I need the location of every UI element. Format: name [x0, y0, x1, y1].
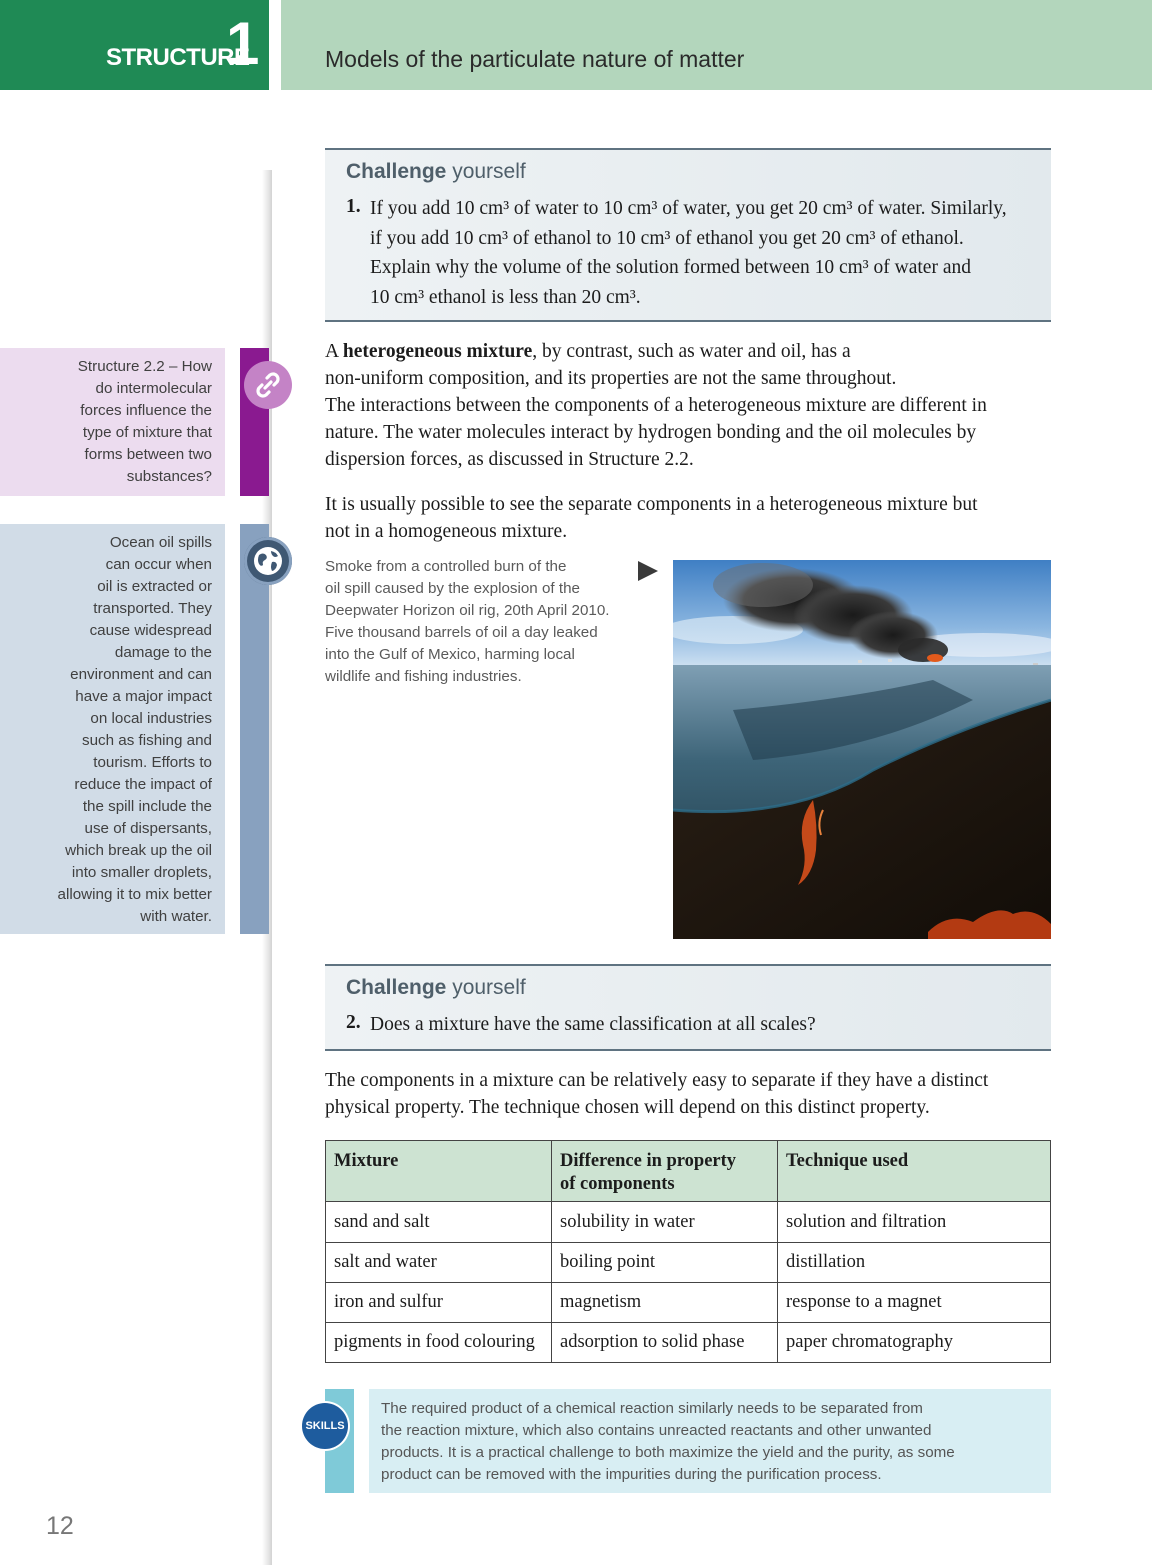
table-cell: magnetism — [552, 1283, 778, 1323]
chapter-title-bar — [281, 0, 1152, 90]
table-cell: sand and salt — [326, 1202, 552, 1243]
challenge-box-2 — [325, 964, 1051, 1051]
table-row — [326, 1323, 1051, 1363]
body-paragraph: The components in a mixture can be relatively easy to separate if they have a distinct physical property. The technique chosen will depend on this distinct property. — [325, 1070, 989, 1118]
table-header-row — [326, 1141, 1051, 1202]
figure-caption: Smoke from a controlled burn of the oil spill caused by the explosion of the Deepwater Horizon oil rig, 20th April 2010. Five thousand barrels of oil a day leaked into the Gulf of Mexico, harming local wildlife and fishing industries. — [325, 558, 610, 685]
table-cell: solution and filtration — [778, 1202, 1051, 1243]
body-paragraph: A heterogeneous mixture, by contrast, such as water and oil, has a non-uniform composition, and its properties are not the same throughout. The interactions between the components of a heterogeneous mixture are different in nature. The water molecules interact by hydrogen bonding and the oil molecules by dispersion forces, as discussed in Structure 2.2. — [325, 341, 987, 470]
separation-techniques-table — [325, 1140, 1051, 1363]
table-cell: adsorption to solid phase — [552, 1323, 778, 1363]
table-cell: response to a magnet — [778, 1283, 1051, 1323]
column-header: Technique used — [778, 1141, 1051, 1202]
body-paragraph: It is usually possible to see the separate components in a heterogeneous mixture but not in a homogeneous mixture. — [325, 494, 978, 542]
section-number: 1 — [226, 10, 260, 77]
challenge-title: Challenge yourself — [346, 160, 526, 183]
side-note-link-text: Structure 2.2 – How do intermolecular forces influence the type of mixture that forms between two substances? — [77, 358, 212, 485]
table-cell: salt and water — [326, 1243, 552, 1283]
question-number: 2. — [346, 1012, 361, 1033]
page-number: 12 — [46, 1512, 74, 1540]
table-row — [326, 1202, 1051, 1243]
table-cell: boiling point — [552, 1243, 778, 1283]
question-text: Does a mixture have the same classification at all scales? — [370, 1014, 816, 1035]
oil-spill-photo — [673, 560, 1051, 939]
column-header: Mixture — [326, 1141, 552, 1202]
table-row — [326, 1283, 1051, 1323]
table-row — [326, 1243, 1051, 1283]
table-cell: paper chromatography — [778, 1323, 1051, 1363]
challenge-title: Challenge yourself — [346, 976, 526, 999]
skills-text: The required product of a chemical reaction similarly needs to be separated from the reaction mixture, which also contains unreacted reactants and other unwanted products. It is a practical challenge to both maximize the yield and the purity, as some product can be removed with the impurities during the purification process. — [381, 1400, 955, 1483]
question-number: 1. — [346, 196, 361, 217]
section-header-tab — [0, 0, 269, 90]
skills-box — [369, 1389, 1051, 1493]
link-icon — [244, 361, 292, 409]
side-note-global-text: Ocean oil spills can occur when oil is extracted or transported. They cause widespread damage to the environment and can have a major impact on local industries such as fishing and tourism. Efforts to reduce the impact of the spill include the use of dispersants, which break up the oil into smaller droplets, allowing it to mix better with water. — [57, 534, 212, 925]
section-label: STRUCTURE — [106, 44, 250, 71]
table-cell: solubility in water — [552, 1202, 778, 1243]
caption-pointer-icon — [638, 561, 658, 581]
table-cell: pigments in food colouring — [326, 1323, 552, 1363]
key-term: heterogeneous mixture — [342, 341, 533, 362]
side-note-global-bar — [240, 524, 269, 934]
globe-icon — [244, 537, 292, 585]
table-cell: distillation — [778, 1243, 1051, 1283]
skills-badge-icon: SKILLS — [302, 1403, 348, 1449]
table-cell: iron and sulfur — [326, 1283, 552, 1323]
challenge-box-1 — [325, 148, 1051, 322]
chapter-title: Models of the particulate nature of matter — [325, 46, 745, 72]
question-text: If you add 10 cm³ of water to 10 cm³ of water, you get 20 cm³ of water. Similarly, if you add 10 cm³ of ethanol to 10 cm³ of ethanol you get 20 cm³ of ethanol. Explain why the volume of the solution formed between 10 cm³ of water and 10 cm³ ethanol is less than 20 cm³. — [370, 198, 1007, 308]
column-header: Difference in property of components — [552, 1141, 778, 1202]
